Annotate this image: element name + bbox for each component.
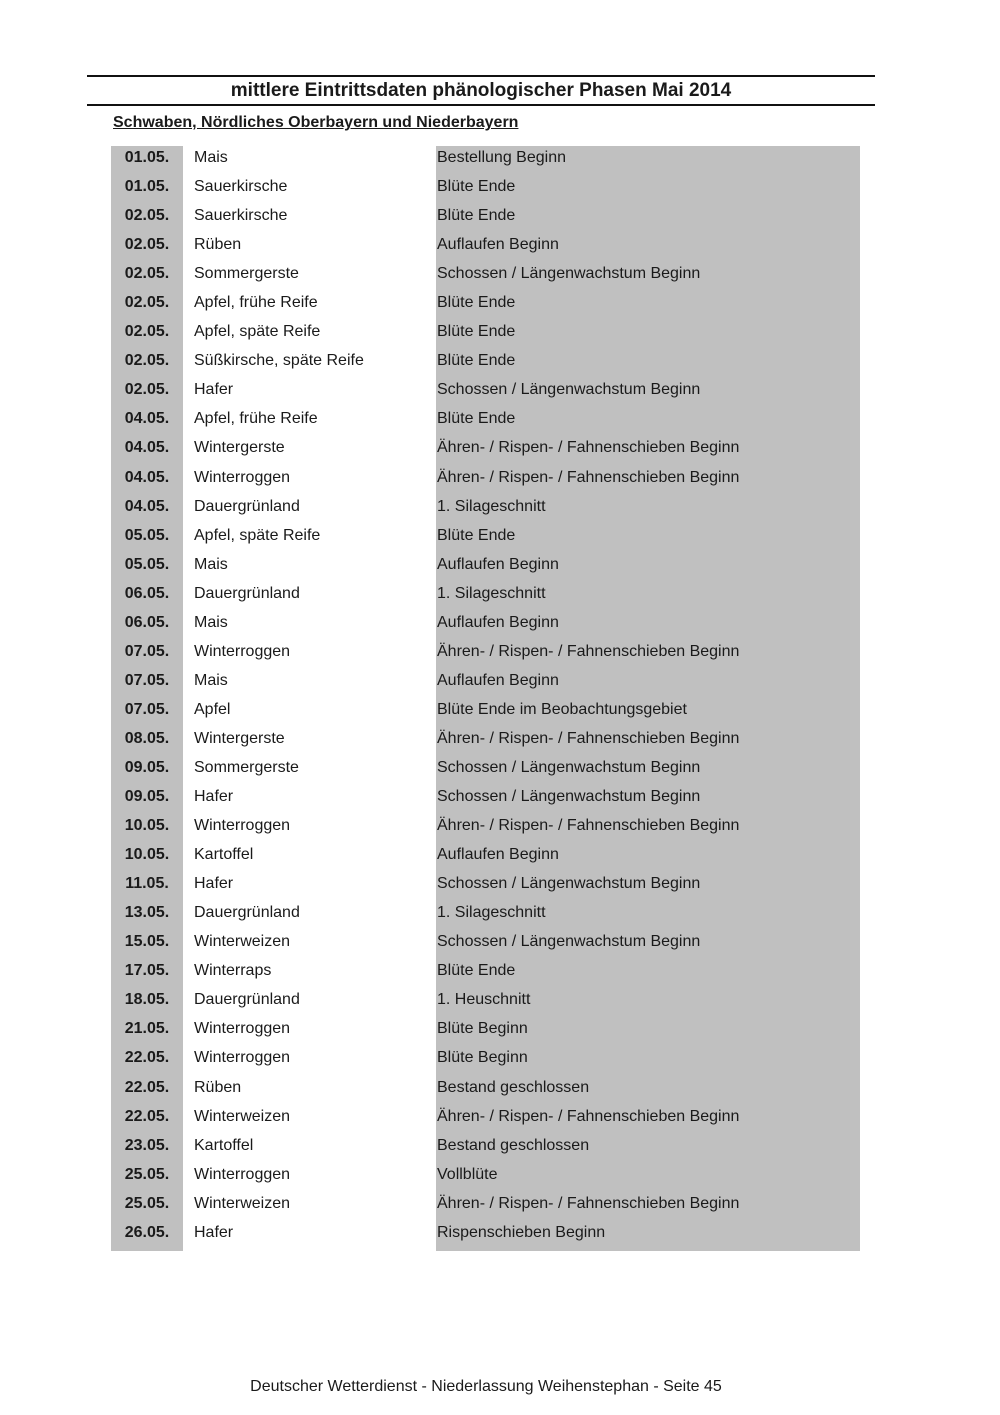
phase-cell: Schossen / Längenwachstum Beginn (437, 758, 701, 776)
date-cell: 04.05. (124, 497, 170, 515)
plant-cell: Hafer (194, 875, 234, 893)
date-cell: 09.05. (124, 758, 170, 776)
date-cell: 04.05. (124, 439, 170, 457)
phase-cell: Blüte Ende (437, 526, 516, 544)
table-row (111, 495, 860, 524)
plant-cell: Rüben (194, 236, 242, 254)
phase-cell: 1. Heuschnitt (437, 991, 531, 1009)
date-cell: 02.05. (124, 294, 170, 312)
date-cell: 08.05. (124, 729, 170, 747)
table-row (111, 582, 860, 611)
plant-cell: Winterweizen (194, 1107, 291, 1125)
table-row (111, 669, 860, 698)
plant-cell: Mais (194, 149, 228, 166)
plant-cell: Sommergerste (194, 758, 299, 776)
phase-cell: Ähren- / Rispen- / Fahnenschieben Beginn (437, 1107, 740, 1125)
table-row (111, 640, 860, 669)
phase-cell: Schossen / Längenwachstum Beginn (437, 875, 701, 893)
table-row (111, 611, 860, 640)
plant-cell: Apfel, späte Reife (194, 323, 321, 341)
phenology-table (111, 146, 860, 1251)
phase-cell: Blüte Ende (437, 207, 516, 225)
plant-cell: Apfel, frühe Reife (194, 294, 318, 312)
plant-cell: Sommergerste (194, 265, 299, 283)
date-cell: 02.05. (124, 323, 170, 341)
table-row (111, 378, 860, 407)
plant-cell: Mais (194, 613, 228, 631)
phase-cell: Auflaufen Beginn (437, 555, 559, 573)
phase-cell: Auflaufen Beginn (437, 236, 559, 254)
table-row (111, 959, 860, 988)
table-row (111, 146, 860, 175)
table-row (111, 872, 860, 901)
table-row (111, 436, 860, 465)
phase-cell: Bestand geschlossen (437, 1136, 590, 1154)
phase-cell: Schossen / Längenwachstum Beginn (437, 788, 701, 806)
table-row (111, 553, 860, 582)
date-cell: 15.05. (124, 933, 170, 951)
date-cell: 10.05. (124, 846, 170, 864)
phase-cell: Blüte Ende (437, 410, 516, 428)
table-row (111, 1134, 860, 1163)
table-row (111, 1046, 860, 1075)
table-row (111, 349, 860, 378)
table-row (111, 291, 860, 320)
plant-cell: Winterroggen (194, 1165, 291, 1183)
plant-cell: Kartoffel (194, 1136, 254, 1154)
table-row (111, 814, 860, 843)
plant-cell: Dauergrünland (194, 904, 300, 922)
table-row (111, 1221, 860, 1250)
date-cell: 02.05. (124, 352, 170, 370)
plant-cell: Winterweizen (194, 1194, 291, 1212)
table-row (111, 988, 860, 1017)
plant-cell: Sauerkirsche (194, 178, 288, 196)
phase-cell: Ähren- / Rispen- / Fahnenschieben Beginn (437, 817, 740, 835)
table-row (111, 407, 860, 436)
date-cell: 06.05. (124, 613, 170, 631)
plant-cell: Dauergrünland (194, 991, 300, 1009)
plant-cell: Dauergrünland (194, 584, 300, 602)
date-cell: 01.05. (124, 149, 170, 166)
phase-cell: Bestand geschlossen (437, 1078, 590, 1096)
plant-cell: Rüben (194, 1078, 242, 1096)
plant-cell: Hafer (194, 788, 234, 806)
date-cell: 07.05. (124, 671, 170, 689)
date-cell: 22.05. (124, 1078, 170, 1096)
date-cell: 02.05. (124, 236, 170, 254)
plant-cell: Apfel (194, 700, 231, 718)
phase-cell: Blüte Beginn (437, 1020, 528, 1038)
date-cell: 05.05. (124, 526, 170, 544)
table-row (111, 175, 860, 204)
phase-cell: Ähren- / Rispen- / Fahnenschieben Beginn (437, 642, 740, 660)
phase-cell: Blüte Ende (437, 352, 516, 370)
date-cell: 05.05. (124, 555, 170, 573)
date-cell: 18.05. (124, 991, 170, 1009)
phase-cell: Ähren- / Rispen- / Fahnenschieben Beginn (437, 439, 740, 457)
table-row (111, 901, 860, 930)
table-row (111, 1017, 860, 1046)
table-body (111, 146, 860, 1250)
date-cell: 09.05. (124, 788, 170, 806)
plant-cell: Wintergerste (194, 439, 285, 457)
table-row (111, 930, 860, 959)
date-cell: 17.05. (124, 962, 170, 980)
table-row (111, 1192, 860, 1221)
table-row (111, 1076, 860, 1105)
phase-cell: Bestellung Beginn (437, 149, 566, 166)
title-top-rule (87, 75, 875, 77)
plant-cell: Winterraps (194, 962, 272, 980)
plant-cell: Winterroggen (194, 1049, 291, 1067)
table-row (111, 843, 860, 872)
phase-cell: Schossen / Längenwachstum Beginn (437, 381, 701, 399)
plant-cell: Winterroggen (194, 468, 291, 486)
table-row (111, 262, 860, 291)
page-footer: Deutscher Wetterdienst - Niederlassung Weihenstephan - Seite 45 (250, 1378, 722, 1395)
plant-cell: Apfel, frühe Reife (194, 410, 318, 428)
phase-cell: 1. Silageschnitt (437, 497, 546, 515)
plant-cell: Kartoffel (194, 846, 254, 864)
phase-cell: Schossen / Längenwachstum Beginn (437, 265, 701, 283)
date-cell: 10.05. (124, 817, 170, 835)
plant-cell: Hafer (194, 381, 234, 399)
table-row (111, 1163, 860, 1192)
table-row (111, 727, 860, 756)
phase-cell: Blüte Ende (437, 323, 516, 341)
phase-cell: Ähren- / Rispen- / Fahnenschieben Beginn (437, 1194, 740, 1212)
date-cell: 07.05. (124, 642, 170, 660)
plant-cell: Sauerkirsche (194, 207, 288, 225)
phase-cell: Ähren- / Rispen- / Fahnenschieben Beginn (437, 468, 740, 486)
phase-cell: Blüte Ende (437, 294, 516, 312)
plant-cell: Mais (194, 555, 228, 573)
plant-cell: Süßkirsche, späte Reife (194, 352, 364, 370)
plant-cell: Winterroggen (194, 817, 291, 835)
phase-cell: Schossen / Längenwachstum Beginn (437, 933, 701, 951)
phase-cell: Blüte Ende (437, 178, 516, 196)
table-row (111, 466, 860, 495)
region-heading: Schwaben, Nördliches Oberbayern und Niederbayern (113, 114, 519, 131)
table-row (111, 204, 860, 233)
date-cell: 07.05. (124, 700, 170, 718)
table-row (111, 233, 860, 262)
table-row (111, 785, 860, 814)
date-cell: 22.05. (124, 1107, 170, 1125)
plant-cell: Mais (194, 671, 228, 689)
phase-cell: Rispenschieben Beginn (437, 1223, 606, 1241)
date-cell: 01.05. (124, 178, 170, 196)
date-cell: 13.05. (124, 904, 170, 922)
phase-cell: Blüte Ende im Beobachtungsgebiet (437, 700, 687, 718)
plant-cell: Apfel, späte Reife (194, 526, 321, 544)
table-row (111, 1105, 860, 1134)
date-cell: 23.05. (124, 1136, 170, 1154)
page-title: mittlere Eintrittsdaten phänologischer Phasen Mai 2014 (230, 80, 732, 101)
date-cell: 21.05. (124, 1020, 170, 1038)
plant-cell: Dauergrünland (194, 497, 300, 515)
plant-cell: Winterweizen (194, 933, 291, 951)
date-cell: 04.05. (124, 410, 170, 428)
table-row (111, 320, 860, 349)
phase-cell: Vollblüte (437, 1165, 498, 1183)
date-cell: 25.05. (124, 1194, 170, 1212)
phase-cell: Ähren- / Rispen- / Fahnenschieben Beginn (437, 729, 740, 747)
table-row (111, 524, 860, 553)
date-cell: 11.05. (125, 875, 169, 893)
plant-cell: Hafer (194, 1223, 234, 1241)
phase-cell: Blüte Beginn (437, 1049, 528, 1067)
plant-cell: Wintergerste (194, 729, 285, 747)
title-bottom-rule (87, 104, 875, 106)
plant-cell: Winterroggen (194, 642, 291, 660)
phase-cell: Blüte Ende (437, 962, 516, 980)
phase-cell: Auflaufen Beginn (437, 613, 559, 631)
phase-cell: Auflaufen Beginn (437, 671, 559, 689)
table-row (111, 756, 860, 785)
phase-cell: Auflaufen Beginn (437, 846, 559, 864)
date-cell: 26.05. (124, 1223, 170, 1241)
plant-cell: Winterroggen (194, 1020, 291, 1038)
date-cell: 06.05. (124, 584, 170, 602)
date-cell: 02.05. (124, 207, 170, 225)
date-cell: 25.05. (124, 1165, 170, 1183)
date-cell: 02.05. (124, 265, 170, 283)
date-cell: 02.05. (124, 381, 170, 399)
date-cell: 04.05. (124, 468, 170, 486)
phase-cell: 1. Silageschnitt (437, 904, 546, 922)
table-row (111, 698, 860, 727)
date-cell: 22.05. (124, 1049, 170, 1067)
phase-cell: 1. Silageschnitt (437, 584, 546, 602)
